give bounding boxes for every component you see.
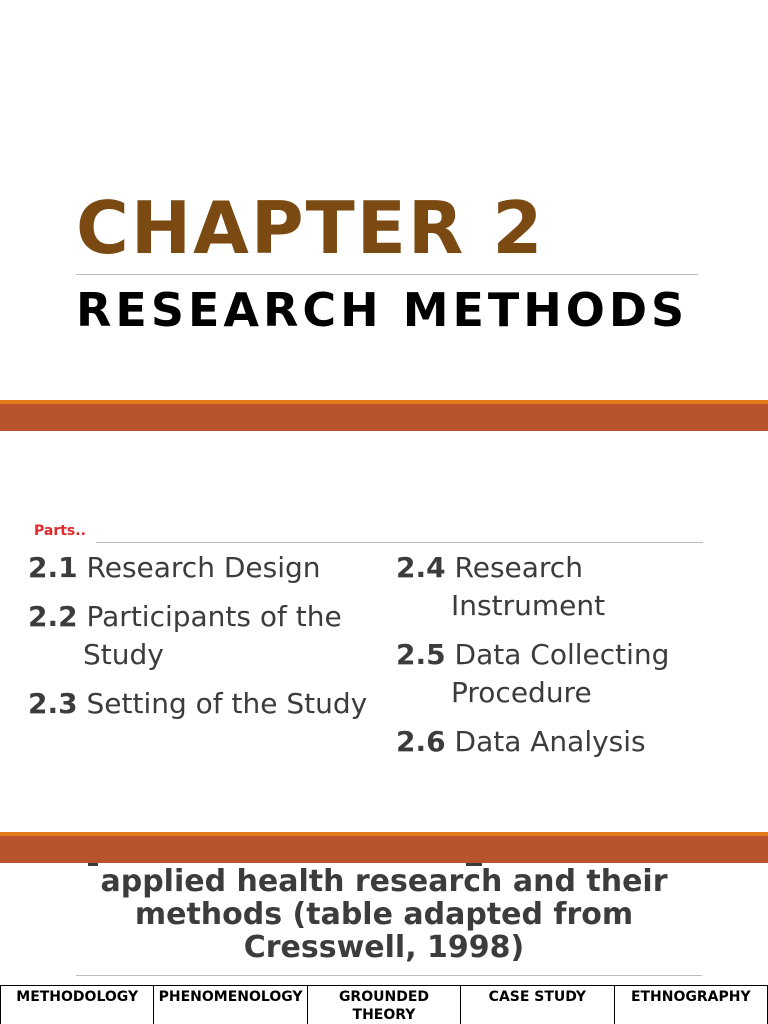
table-heading-line: methods (table adapted from (134, 897, 634, 932)
list-item (28, 685, 378, 723)
list-item (396, 636, 756, 712)
item-number: 2.1 (28, 551, 78, 584)
item-text: Data Analysis (454, 725, 646, 758)
parts-list-left (28, 549, 378, 734)
item-text: Participants of the (86, 600, 342, 633)
column-header-methodology: METHODOLOGY (1, 986, 154, 1024)
column-header-phenomenology: PHENOMENOLOGY (154, 986, 307, 1024)
item-text-continued: Instrument (451, 589, 606, 622)
item-number: 2.6 (396, 725, 446, 758)
band-main (0, 404, 768, 431)
methods-table-slide (0, 863, 768, 1024)
list-item (28, 549, 378, 587)
slide-separator-band (0, 400, 768, 431)
table-heading-line: Cresswell, 1998) (243, 930, 525, 965)
title-divider (76, 274, 698, 275)
item-text: Research Design (86, 551, 321, 584)
parts-list-right (396, 549, 756, 772)
chapter-subtitle: RESEARCH METHODS (76, 283, 689, 337)
column-header-ethnography: ETHNOGRAPHY (614, 986, 767, 1024)
chapter-title: CHAPTER 2 (76, 186, 545, 270)
item-number: 2.3 (28, 687, 78, 720)
item-number: 2.2 (28, 600, 78, 633)
item-number: 2.5 (396, 638, 446, 671)
band-main (0, 836, 768, 863)
item-text: Data Collecting (454, 638, 670, 671)
list-item (396, 549, 756, 625)
item-text: Setting of the Study (86, 687, 368, 720)
list-item (396, 723, 756, 761)
item-number: 2.4 (396, 551, 446, 584)
table-heading (0, 865, 768, 964)
column-header-case-study: CASE STUDY (461, 986, 614, 1024)
item-text: Research (454, 551, 583, 584)
list-item (28, 598, 378, 674)
table-header-row (1, 986, 768, 1024)
parts-slide (0, 431, 768, 832)
title-slide (0, 0, 768, 400)
item-text-continued: Study (83, 638, 164, 671)
item-text-continued: Procedure (451, 676, 592, 709)
table-divider (76, 975, 702, 976)
parts-label: Parts.. (34, 523, 86, 539)
column-header-grounded-theory: GROUNDED THEORY (307, 986, 460, 1024)
methods-table (0, 985, 768, 1024)
parts-divider (96, 542, 703, 543)
table-heading-line: applied health research and their (100, 864, 668, 899)
slide-separator-band (0, 832, 768, 863)
